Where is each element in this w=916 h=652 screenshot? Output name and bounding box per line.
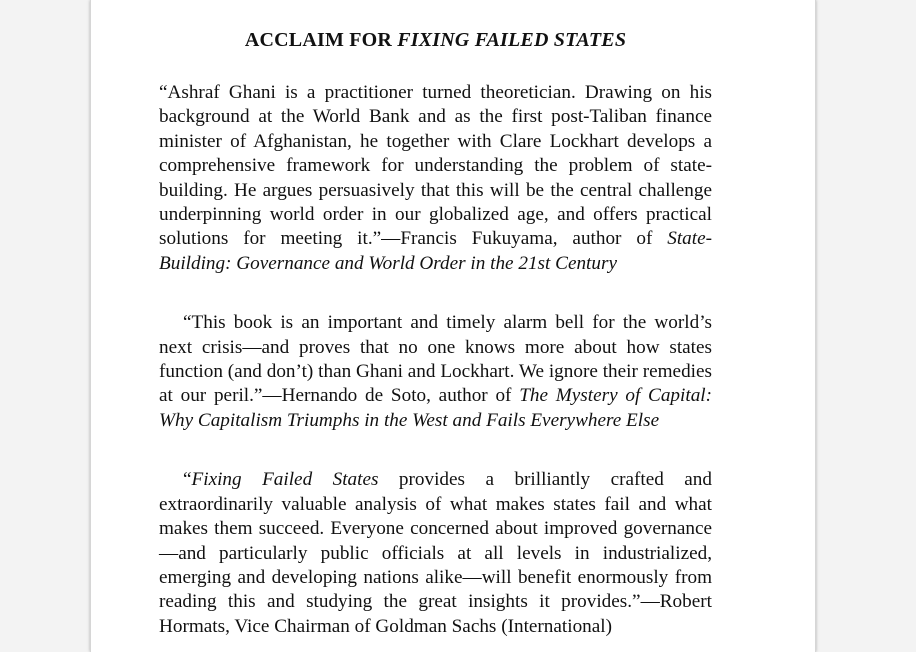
quote-text: “Ashraf Ghani is a practitioner turned theoretician. Drawing on his background at the World Bank and as the first post-Taliban finance minister of Afghanistan, he together with Clare Lockhart develops a comprehensive framework for understanding the problem of state-building. He argues persuasively that this will be the central challenge underpinning world order in our globalized age, and offers practical solutions for meeting it.”—Francis Fukuyama, author of [159, 82, 712, 250]
quote-open-mark: “ [183, 469, 192, 491]
quote-lead-title: Fixing Failed States [191, 469, 379, 491]
quote-text: “This book is an important and timely alarm bell for the world’s next crisis—and proves that no one knows more about how states function (and don’t) than Ghani and Lockhart. We ignore their remedies at our peril.”—Hernando de Soto, author of [159, 312, 712, 407]
quote-fukuyama [159, 81, 712, 276]
quote-work-title: State-Building: Governance and World Order in the 21st Century [159, 228, 712, 274]
book-page [90, 0, 816, 652]
quote-hormats [159, 468, 712, 639]
page-heading [159, 26, 712, 54]
heading-book-title: FIXING FAILED STATES [397, 29, 627, 51]
quote-de-soto [159, 311, 712, 433]
page-content [159, 26, 712, 639]
heading-prefix: ACCLAIM FOR [244, 29, 398, 51]
quote-text: provides a brilliantly crafted and extraordinarily valuable analysis of what makes states fail and what makes them succeed. Everyone concerned about improved governance—and particularly public officials at all levels in industrialized, emerging and developing nations alike—will benefit enormously from reading this and studying the great insights it provides.”—Robert Hormats, Vice Chairman of Goldman Sachs (International) [159, 469, 712, 637]
quote-work-title: The Mystery of Capital: Why Capitalism Triumphs in the West and Fails Everywhere Else [159, 385, 713, 431]
